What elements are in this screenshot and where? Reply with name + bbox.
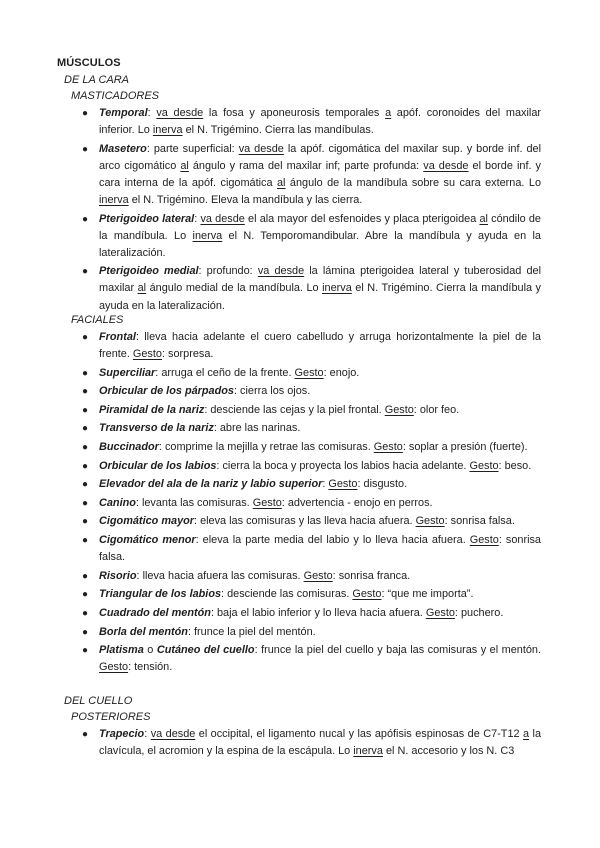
list-item: [0, 605, 541, 622]
muscle-name: Cigomático mayor: [99, 515, 195, 528]
text: o: [143, 644, 157, 657]
gesto-label: Gesto: [469, 459, 499, 472]
bullet-icon: ●: [82, 589, 89, 601]
text: :: [194, 212, 201, 225]
faciales-list: [0, 329, 600, 678]
gesto-label: Gesto: [132, 348, 162, 361]
gesto-label: Gesto: [384, 403, 414, 416]
text: :: [144, 728, 151, 740]
list-item: [0, 624, 541, 641]
text: el N. Trigémino. Eleva la mandíbula y las cierra.: [128, 193, 363, 206]
text: : sorpresa.: [161, 348, 214, 361]
underlined-text: va desde: [423, 159, 469, 172]
text: : beso.: [498, 459, 532, 472]
text: :: [322, 478, 329, 491]
bullet-icon: ●: [82, 516, 89, 528]
muscle-name: Pterigoideo lateral: [99, 212, 195, 225]
muscle-name: Trapecio: [99, 728, 145, 740]
muscle-name: Frontal: [99, 331, 136, 343]
underlined-text: al: [137, 282, 147, 295]
text: : puchero.: [454, 606, 504, 619]
text: : “que me importa”.: [381, 588, 474, 601]
muscle-name: Cigomático menor: [99, 534, 196, 547]
text: apóf. coronoides del maxilar inferior. Lo: [99, 107, 542, 137]
text: : eleva las comisuras y las lleva hacia afuera.: [194, 515, 416, 528]
underlined-text: va desde: [200, 212, 245, 225]
bullet-icon: ●: [82, 570, 89, 582]
muscle-name: Superciliar: [99, 366, 156, 379]
list-item-temporal: [0, 105, 541, 139]
text: el N. accesorio y los N. C3: [382, 745, 515, 758]
list-item-masetero: [0, 141, 541, 209]
muscle-name: Borla del mentón: [99, 625, 188, 638]
gesto-label: Gesto: [373, 441, 403, 454]
underlined-text: inerva: [353, 745, 383, 758]
text: : comprime la mejilla y retrae las comisuras.: [158, 441, 374, 454]
underlined-text: va desde: [150, 728, 196, 740]
bullet-icon: ●: [82, 404, 89, 416]
text: el ala mayor del esfenoides y placa pterigoidea: [244, 212, 480, 225]
underlined-text: inerva: [192, 229, 223, 242]
text: la apóf. cigomática del maxilar sup. y borde inf. del arco cigomático: [99, 142, 542, 172]
section-heading-faciales: FACIALES: [71, 314, 124, 326]
underlined-text: va desde: [257, 265, 305, 278]
text: el N. Trigémino. Cierra las mandíbulas.: [182, 124, 374, 137]
underlined-text: al: [277, 176, 286, 189]
posteriores-list: [0, 726, 600, 762]
list-item: [0, 476, 541, 493]
text: : sonrisa franca.: [332, 569, 411, 582]
muscle-name: Temporal: [99, 107, 148, 119]
text: : abre las narinas.: [213, 422, 301, 435]
text: : eleva la parte media del labio y lo lleva hacia afuera.: [195, 534, 470, 547]
muscle-name: Canino: [99, 496, 136, 509]
text: la clavícula, el acromion y la espina de la escápula. Lo: [99, 728, 542, 758]
gesto-label: Gesto: [294, 366, 324, 379]
gesto-label: Gesto: [99, 661, 129, 674]
text: : cierra los ojos.: [233, 385, 311, 398]
gesto-label: Gesto: [352, 588, 382, 601]
text: :: [147, 107, 157, 119]
bullet-icon: ●: [82, 460, 89, 472]
text: : tensión.: [128, 661, 173, 674]
list-item-platisma: [0, 642, 541, 676]
list-item: [0, 495, 541, 512]
list-item-pterigoideo-lateral: [0, 211, 541, 262]
bullet-icon: ●: [82, 213, 89, 225]
bullet-icon: ●: [82, 143, 89, 155]
bullet-icon: ●: [82, 626, 89, 638]
text: : desciende las comisuras.: [221, 588, 353, 601]
text: : frunce la piel del cuello y baja las comisuras y el mentón.: [254, 644, 541, 657]
underlined-text: inerva: [152, 124, 183, 137]
text: cóndilo de la mandíbula. Lo: [99, 212, 541, 242]
list-item: [0, 383, 541, 400]
bullet-icon: ●: [82, 729, 89, 740]
gesto-label: Gesto: [415, 515, 445, 528]
muscle-name: Masetero: [99, 142, 147, 155]
list-item: [0, 513, 541, 530]
bullet-icon: ●: [82, 645, 89, 657]
muscle-name: Platisma: [99, 644, 144, 657]
list-item: [0, 458, 541, 475]
section-heading-de-la-cara: DE LA CARA: [64, 74, 130, 86]
bullet-icon: ●: [82, 367, 89, 379]
bullet-icon: ●: [82, 266, 89, 278]
underlined-text: al: [180, 159, 189, 172]
underlined-text: inerva: [99, 193, 129, 206]
list-item: [0, 568, 541, 585]
text: la lámina pterigoidea lateral y tuberosidad del maxilar: [99, 265, 542, 295]
list-item: [0, 329, 541, 363]
text: : sonrisa falsa.: [99, 534, 541, 564]
masticadores-list: [0, 105, 600, 316]
gesto-label: Gesto: [425, 606, 455, 619]
muscle-name: Cuadrado del mentón: [99, 606, 211, 619]
text: la fosa y aponeurosis temporales: [203, 107, 386, 119]
underlined-text: a: [523, 728, 530, 740]
text: el occipital, el ligamento nucal y las apófisis espinosas de C7-T12: [195, 728, 524, 740]
text: el N. Trigémino. Cierra la mandíbula y ayuda en la lateralización.: [99, 282, 542, 312]
text: : soplar a presión (fuerte).: [402, 441, 528, 454]
text: : lleva hacia afuera las comisuras.: [136, 569, 304, 582]
list-item: [0, 586, 541, 603]
bullet-icon: ●: [82, 479, 89, 491]
muscle-name: Orbicular de los párpados: [99, 385, 234, 398]
muscle-name: Piramidal de la nariz: [99, 403, 205, 416]
list-item: [0, 420, 541, 437]
bullet-icon: ●: [82, 607, 89, 619]
list-item: [0, 532, 541, 566]
gesto-label: Gesto: [328, 478, 358, 491]
text: : olor feo.: [413, 403, 460, 416]
text: : frunce la piel del mentón.: [187, 625, 316, 638]
text: : desciende las cejas y la piel frontal.: [204, 403, 385, 416]
list-item-trapecio: [0, 726, 541, 760]
list-item-pterigoideo-medial: [0, 263, 541, 314]
list-item: [0, 439, 541, 456]
muscle-name: Elevador del ala de la nariz y labio superior: [99, 478, 323, 491]
bullet-icon: ●: [82, 332, 89, 343]
text: ángulo medial de la mandíbula. Lo: [146, 282, 323, 295]
text: : parte superficial:: [146, 142, 239, 155]
bullet-icon: ●: [82, 497, 89, 509]
muscle-name: Risorio: [99, 569, 137, 582]
text: : baja el labio inferior y lo lleva hacia afuera.: [210, 606, 426, 619]
page-title: MÚSCULOS: [57, 57, 121, 69]
underlined-text: al: [479, 212, 488, 225]
text: : advertencia - enojo en perros.: [281, 496, 433, 509]
bullet-icon: ●: [82, 535, 89, 547]
text: : profundo:: [198, 265, 258, 278]
text: ángulo y rama del maxilar inf; parte profunda:: [188, 159, 424, 172]
text: el N. Temporomandibular. Abre la mandíbula y ayuda en la lateralización.: [99, 229, 541, 259]
gesto-label: Gesto: [303, 569, 333, 582]
muscle-name: Buccinador: [99, 441, 159, 454]
muscle-name: Pterigoideo medial: [99, 265, 199, 278]
section-heading-posteriores: POSTERIORES: [71, 711, 151, 723]
underlined-text: va desde: [238, 142, 284, 155]
muscle-name: Transverso de la nariz: [99, 422, 214, 435]
text: : levanta las comisuras.: [135, 496, 253, 509]
text: : sonrisa falsa.: [444, 515, 515, 528]
underlined-text: inerva: [322, 282, 352, 295]
gesto-label: Gesto: [252, 496, 282, 509]
bullet-icon: ●: [82, 108, 89, 119]
muscle-name: Orbicular de los labios: [99, 459, 217, 472]
text: ángulo de la mandíbula sobre su cara externa. Lo: [285, 176, 541, 189]
text: el borde inf. y cara interna de la apóf. cigomática: [99, 159, 541, 189]
underlined-text: a: [385, 107, 392, 119]
list-item: [0, 402, 541, 419]
text: : cierra la boca y proyecta los labios hacia adelante.: [216, 459, 470, 472]
underlined-text: va desde: [156, 107, 204, 119]
text: : lleva hacia adelante el cuero cabelludo y arruga horizontalmente la piel de la frente.: [99, 331, 541, 361]
muscle-name: Cutáneo del cuello: [156, 644, 255, 657]
bullet-icon: ●: [82, 442, 89, 454]
text: : enojo.: [323, 366, 360, 379]
section-heading-masticadores: MASTICADORES: [71, 90, 160, 102]
section-heading-del-cuello: DEL CUELLO: [64, 695, 133, 707]
bullet-icon: ●: [82, 386, 89, 398]
gesto-label: Gesto: [469, 534, 499, 547]
muscle-name: Triangular de los labios: [99, 588, 222, 601]
text: : arruga el ceño de la frente.: [155, 366, 295, 379]
text: : disgusto.: [357, 478, 408, 491]
list-item: [0, 365, 541, 382]
bullet-icon: ●: [82, 423, 89, 435]
